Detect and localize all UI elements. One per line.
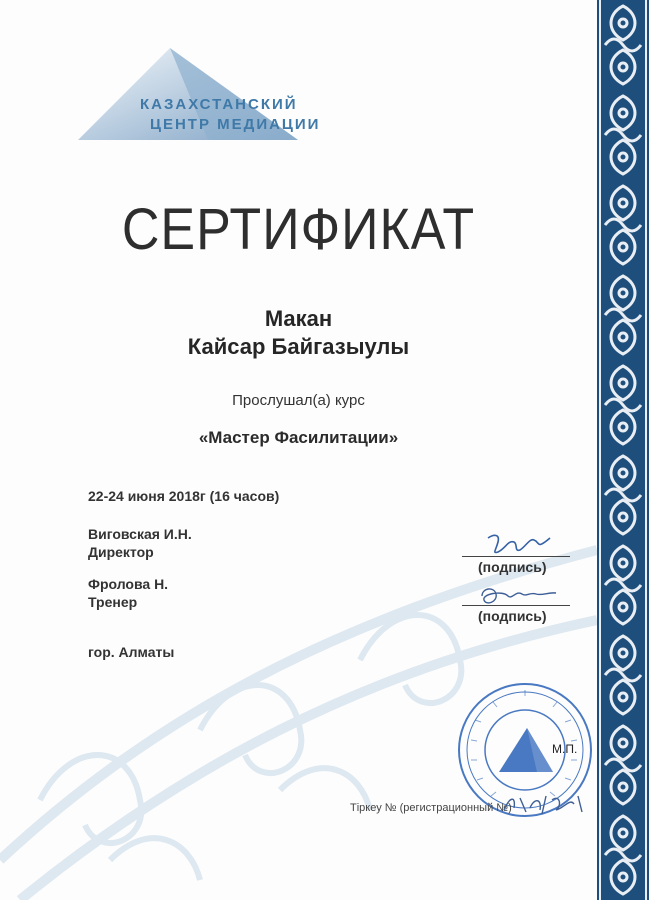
- certificate-title: СЕРТИФИКАТ: [121, 197, 476, 263]
- signature-1-label: (подпись): [478, 559, 547, 575]
- signature-2-line: [462, 605, 570, 606]
- course-name: «Мастер Фасилитации»: [198, 428, 399, 447]
- recipient-name: Кайсар Байгазыулы: [187, 334, 410, 359]
- signature-1-line: [462, 556, 570, 557]
- signatory-2-role: Тренер: [88, 594, 138, 610]
- signatory-1-role: Директор: [88, 544, 154, 560]
- city: гор. Алматы: [88, 644, 175, 660]
- registration-label: Тіркеу № (регистрационный №): [350, 802, 512, 814]
- border-ornament-icon: [597, 0, 649, 900]
- logo-text-line2: ЦЕНТР МЕДИАЦИИ: [150, 116, 321, 133]
- stamp-place-label: М.П.: [552, 742, 578, 756]
- registration-number-handwritten-icon: [500, 790, 590, 818]
- pyramid-logo-icon: [78, 40, 298, 150]
- logo-text-line1: КАЗАХСТАНСКИЙ: [140, 96, 298, 113]
- signature-2-label: (подпись): [478, 608, 547, 624]
- course-dates: 22-24 июня 2018г (16 часов): [88, 488, 280, 504]
- ornamental-border: [597, 0, 649, 900]
- signature-1-scribble-icon: [484, 532, 554, 558]
- recipient-surname: Макан: [264, 306, 333, 331]
- signatory-1-name: Виговская И.Н.: [88, 526, 192, 542]
- course-label: Прослушал(а) курс: [232, 392, 365, 409]
- signatory-2-name: Фролова Н.: [88, 576, 169, 592]
